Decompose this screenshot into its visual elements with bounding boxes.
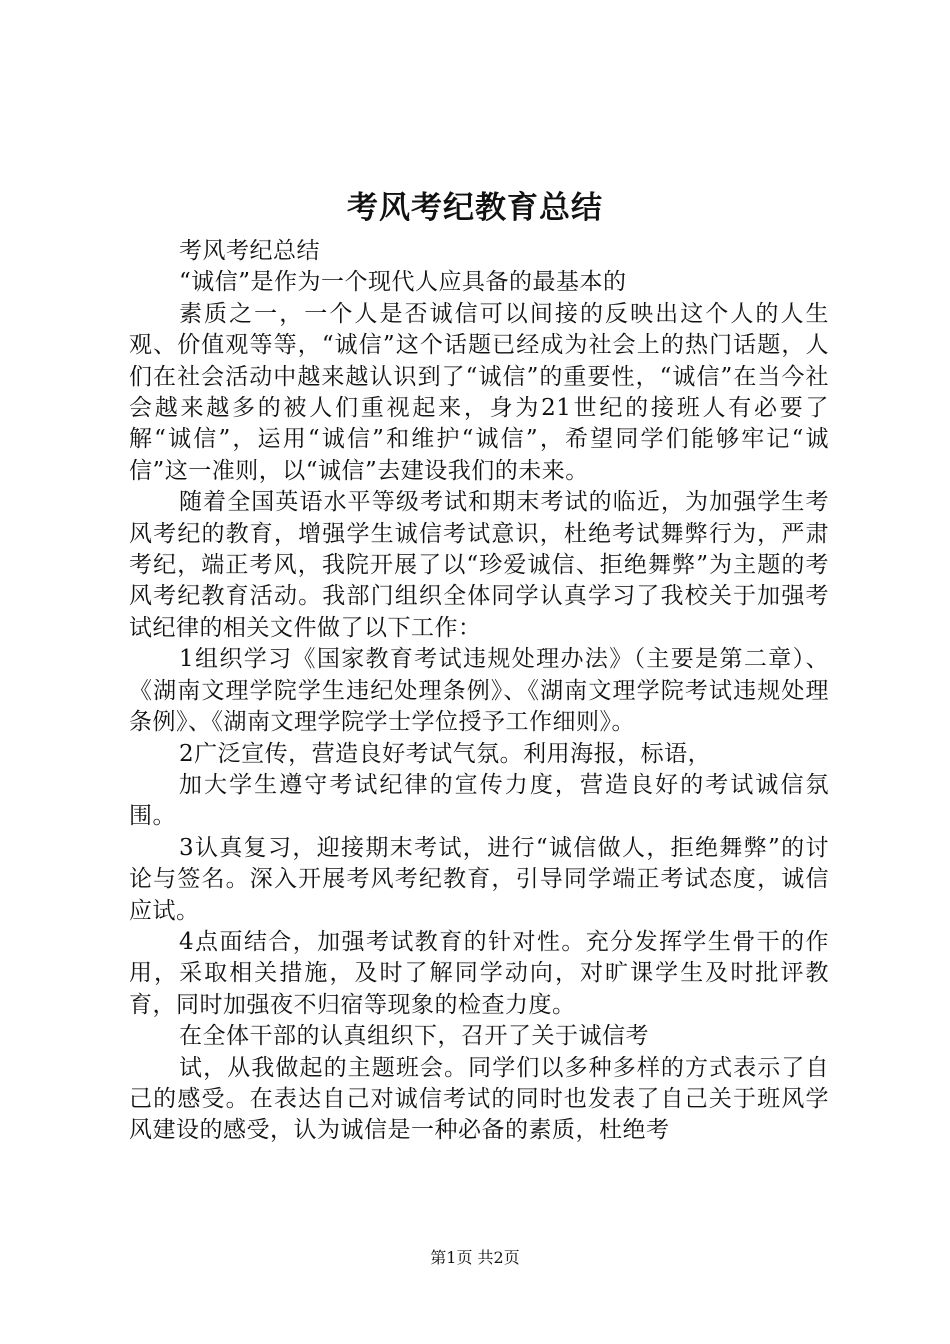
paragraph-9: 在全体干部的认真组织下，召开了关于诚信考: [179, 1023, 649, 1050]
paragraph-8: 4点面结合，加强考试教育的针对性。充分发挥学生骨干的作用，采取相关措施，及时了解同学动向，对旷课学生及时批评教育，同时加强夜不归宿等现象的检查力度。: [129, 928, 829, 1018]
document-title: 考风考纪教育总结: [347, 190, 603, 226]
paragraph-5: 2广泛宣传，营造良好考试气氛。利用海报，标语，: [179, 740, 712, 767]
paragraph-1: “诚信”是作为一个现代人应具备的最基本的: [179, 269, 627, 296]
paragraph-4: 1组织学习《国家教育考试违规处理办法》（主要是第二章）、《湖南文理学院学生违纪处理条例》、《湖南文理学院考试违规处理条例》、《湖南文理学院学士学位授予工作细则》。: [129, 646, 829, 736]
paragraph-10: 试，从我做起的主题班会。同学们以多种多样的方式表示了自己的感受。在表达自己对诚信考试的同时也发表了自己关于班风学风建设的感受，认为诚信是一种必备的素质，杜绝考: [129, 1054, 829, 1144]
document-body: [129, 236, 829, 1147]
paragraph-2: 素质之一，一个人是否诚信可以间接的反映出这个人的人生观、价值观等等，“诚信”这个话题已经成为社会上的热门话题，人们在社会活动中越来越认识到了“诚信”的重要性，“诚信”在当今社会越来越多的被人们重视起来，身为21世纪的接班人有必要了解“诚信”，运用“诚信”和维护“诚信”，希望同学们能够牢记“诚信”这一准则，以“诚信”去建设我们的未来。: [129, 300, 829, 484]
page-footer: 第1页 共2页: [430, 1248, 520, 1267]
document-subtitle: 考风考纪总结: [179, 238, 320, 264]
paragraph-6: 加大学生遵守考试纪律的宣传力度，营造良好的考试诚信氛围。: [129, 771, 829, 830]
paragraph-3: 随着全国英语水平等级考试和期末考试的临近，为加强学生考风考纪的教育，增强学生诚信考试意识，杜绝考试舞弊行为，严肃考纪，端正考风，我院开展了以“珍爱诚信、拒绝舞弊”为主题的考风考纪教育活动。我部门组织全体同学认真学习了我校关于加强考试纪律的相关文件做了以下工作：: [129, 489, 829, 641]
paragraph-7: 3认真复习，迎接期末考试，进行“诚信做人，拒绝舞弊”的讨论与签名。深入开展考风考纪教育，引导同学端正考试态度，诚信应试。: [129, 834, 829, 924]
